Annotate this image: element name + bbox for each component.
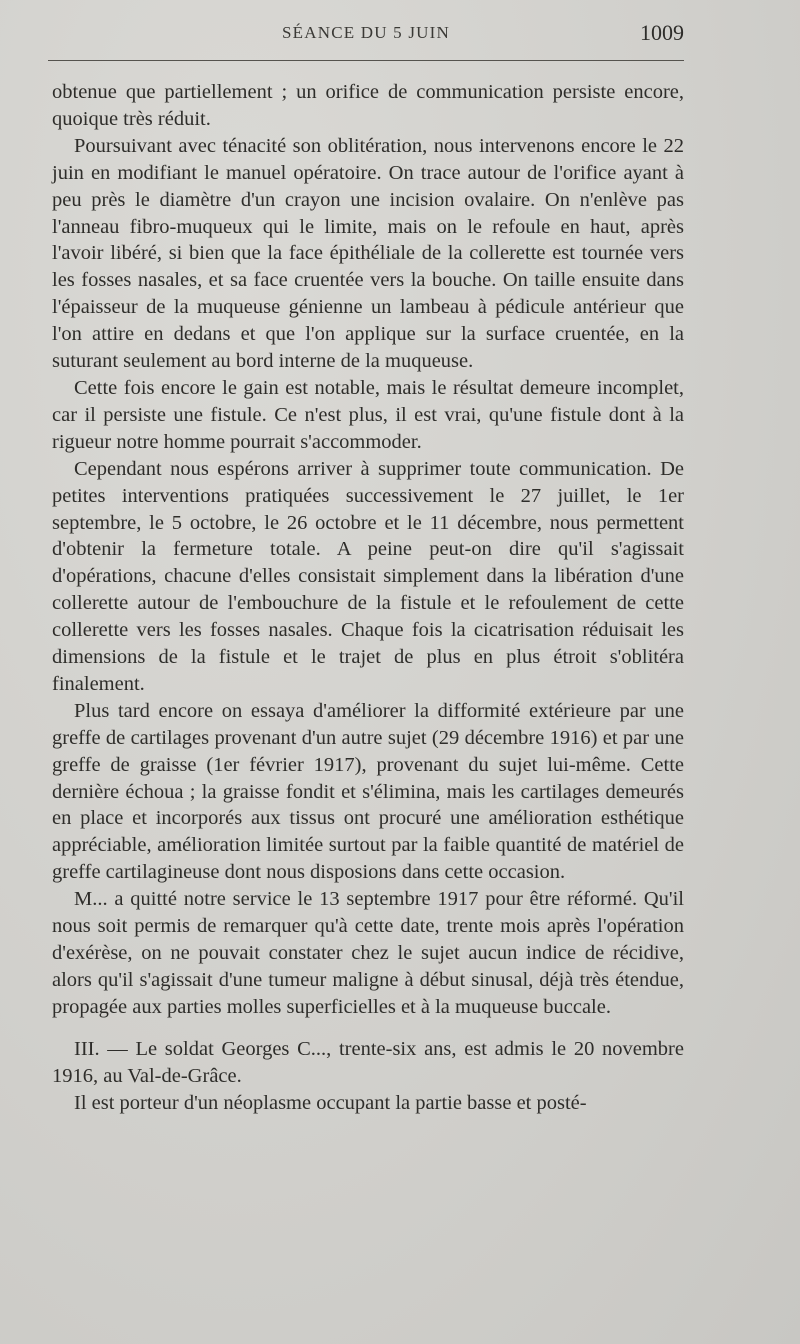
- paragraph: Il est porteur d'un néoplasme occupant la partie basse et posté-: [74, 1091, 587, 1114]
- paragraph-continued: obtenue que partiellement ; un orifice de communication persiste encore, quoique très réduit.: [52, 81, 684, 130]
- running-head-title: SÉANCE DU 5 JUIN: [282, 23, 450, 42]
- paragraph: Poursuivant avec ténacité son oblitération, nous intervenons encore le 22 juin en modifiant le manuel opératoire. On trace autour de l'orifice ayant à peu près le diamètre d'un crayon une incision ovalaire. On n'enlève pas l'anneau fibro-muqueux qui le limite, mais on le refoule en haut, après l'avoir libéré, si bien que la face épithéliale de la collerette est tournée vers les fosses nasales, et sa face cruentée vers la bouche. On taille ensuite dans l'épaisseur de la muqueuse génienne un lambeau à pédicule antérieur que l'on attire en dedans et que l'on applique sur la surface cruentée, en la suturant seulement au bord interne de la muqueuse.: [52, 134, 684, 373]
- header-rule: [48, 60, 684, 61]
- paragraph: Plus tard encore on essaya d'améliorer la difformité extérieure par une greffe de cartilages provenant d'un autre sujet (29 décembre 1916) et par une greffe de graisse (1er février 1917), provenant du sujet lui-même. Cette dernière échoua ; la graisse fondit et s'élimina, mais les cartilages demeurés en place et incorporés aux tissus ont procuré une amélioration esthétique appréciable, amélioration limitée surtout par la faible quantité de matériel de greffe cartilagineuse dont nous disposions dans cette occasion.: [52, 699, 684, 884]
- case-heading-paragraph: III. — Le soldat Georges C..., trente-six ans, est admis le 20 novembre 1916, au Val-de-Grâce.: [52, 1037, 684, 1087]
- body-text: [52, 79, 684, 1116]
- paragraph: M... a quitté notre service le 13 septembre 1917 pour être réformé. Qu'il nous soit permis de remarquer qu'à cette date, trente mois après l'opération d'exérèse, on ne pouvait constater chez le sujet aucun indice de récidive, alors qu'il s'agissait d'une tumeur maligne à début sinusal, déjà très étendue, propagée aux parties molles superficielles et à la muqueuse buccale.: [52, 888, 684, 1018]
- paragraph: Cependant nous espérons arriver à supprimer toute communication. De petites interventions pratiquées successivement le 27 juillet, le 1er septembre, le 5 octobre, le 26 octobre et le 11 décembre, nous permettent d'obtenir la fermeture totale. A peine peut-on dire qu'il s'agissait d'opérations, chacune d'elles consistait simplement dans la libération d'une collerette autour de l'embouchure de la fistule et le refoulement de cette collerette vers les fosses nasales. Chaque fois la cicatrisation réduisait les dimensions de la fistule et le trajet de plus en plus étroit s'oblitéra finalement.: [52, 457, 684, 695]
- page-number: 1009: [640, 20, 684, 45]
- running-head: [48, 18, 684, 48]
- paragraph: Cette fois encore le gain est notable, mais le résultat demeure incomplet, car il persiste une fistule. Ce n'est plus, il est vrai, qu'une fistule dont à la rigueur notre homme pourrait s'accommoder.: [52, 376, 684, 453]
